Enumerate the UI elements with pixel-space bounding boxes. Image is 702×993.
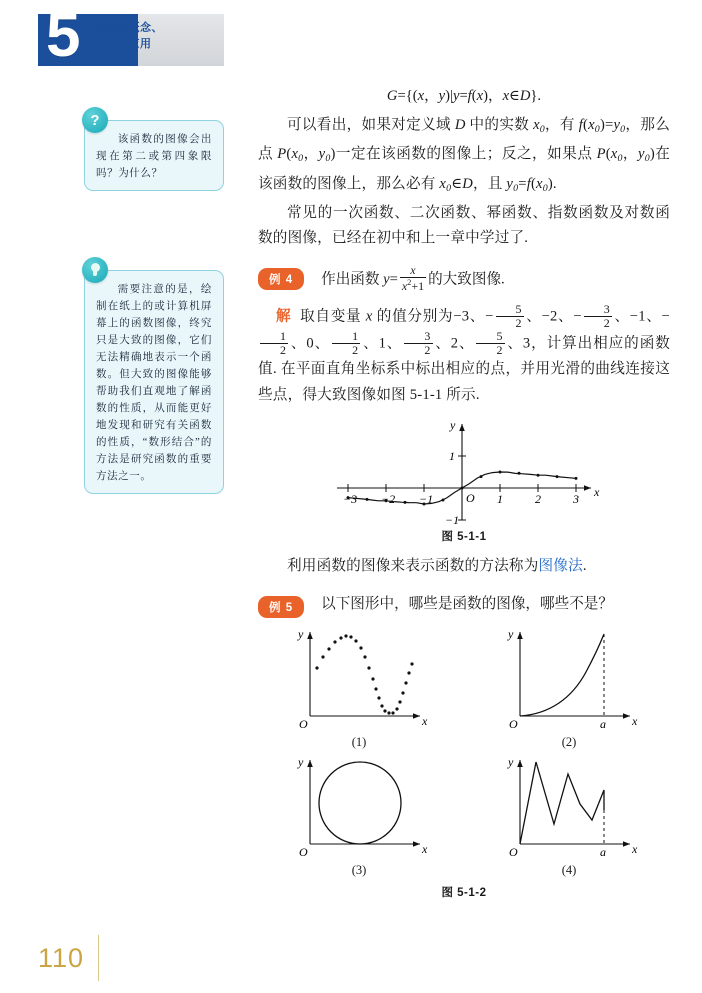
svg-text:x: x <box>422 841 428 856</box>
svg-text:O: O <box>509 716 518 731</box>
panel-4-graph <box>494 752 644 862</box>
example-4-tag: 例 4 <box>258 268 304 290</box>
example-5-row <box>258 592 670 618</box>
main-content-column <box>258 78 670 900</box>
svg-text:1: 1 <box>497 492 503 507</box>
panel-4-label: (4) <box>561 862 577 877</box>
solution-tag: 解 <box>276 308 292 325</box>
figure-5-1-2-caption: 图 5-1-2 <box>441 886 487 899</box>
figure-5-1-2-panel-3 <box>258 752 460 878</box>
panel-3-graph <box>284 752 434 862</box>
term-image-method: 图像法 <box>538 558 583 575</box>
svg-text:O: O <box>509 844 518 859</box>
svg-text:x: x <box>422 713 428 728</box>
svg-text:y: y <box>508 626 514 641</box>
figure-5-1-2-panel-4 <box>468 752 670 878</box>
fraction-5-2-a: $\frac{5}{2}$ <box>496 303 524 330</box>
example-4-row <box>258 264 670 293</box>
svg-text:−1: −1 <box>445 513 460 527</box>
svg-text:−3: −3 <box>343 492 358 507</box>
panel-3-label: (3) <box>351 862 367 877</box>
svg-text:x: x <box>632 841 638 856</box>
fraction-3-2-b: $\frac{3}{2}$ <box>404 330 432 357</box>
figure-5-1-2 <box>258 624 670 878</box>
svg-text:3: 3 <box>573 492 579 507</box>
chapter-title-line-1: 函数的概念、 <box>94 22 163 34</box>
example-4-text: 作出函数 y= $\frac{x}{x^2+1}$ 的大致图像. <box>321 262 505 293</box>
fraction-1-2-b: $\frac{1}{2}$ <box>332 330 360 357</box>
svg-text:−1: −1 <box>419 492 434 507</box>
fraction-5-2-b: $\frac{5}{2}$ <box>476 330 504 357</box>
sidebar-note-question <box>84 111 224 191</box>
fraction-3-2-a: $\frac{3}{2}$ <box>584 303 612 330</box>
example-5-text: 以下图形中，哪些是函数的图像，哪些不是？ <box>321 595 613 612</box>
figure-5-1-2-panel-1 <box>258 624 460 750</box>
svg-text:y: y <box>298 754 304 769</box>
chapter-number: 5 <box>46 1 79 70</box>
page-footer <box>0 929 702 993</box>
sidebar-note-question-text: 该函数的图像会出现在第二或第四象限吗？为什么？ <box>96 134 212 179</box>
fraction-x-over-x2plus1: $\frac{x}{x^2+1}$ <box>401 262 425 293</box>
svg-text:x: x <box>594 485 600 500</box>
svg-text:a: a <box>600 844 606 859</box>
display-equation: G={(x，y)|y=f(x)，x∈D}. <box>386 88 542 104</box>
fraction-1-2-a: $\frac{1}{2}$ <box>260 330 288 357</box>
svg-text:−2: −2 <box>381 492 396 507</box>
figure-5-1-1-caption: 图 5-1-1 <box>441 531 487 544</box>
svg-text:O: O <box>299 716 308 731</box>
svg-text:1: 1 <box>449 449 455 464</box>
svg-text:x: x <box>632 713 638 728</box>
footer-divider <box>98 935 99 981</box>
chapter-title <box>94 20 180 52</box>
lightbulb-icon <box>82 257 108 283</box>
solution-4-paragraph: 解 取自变量 x 的值分别为−3、− $\frac{5}{2}$ 、−2、− $\frac{3}{2}$ 、−1、− $\frac{1}{2}$ 、0、 $\frac{1}{2}$ 、1、 $\frac{3}{2}$ 、2、 $\frac{5}{2}$ 、3，计算出相应的函数值. 在平面直角坐标系中标出相应的点，并用光滑的曲线连接这些点，得大致图像如图 5-1-1 所示. <box>258 301 670 403</box>
question-mark-icon: ? <box>82 107 108 133</box>
svg-text:O: O <box>466 491 475 506</box>
svg-text:O: O <box>299 844 308 859</box>
paragraph-image-method: 利用函数的图像来表示函数的方法称为图像法. <box>287 558 587 575</box>
sidebar-note-tip <box>84 270 224 494</box>
panel-2-graph <box>494 624 644 734</box>
svg-text:2: 2 <box>535 492 541 507</box>
figure-5-1-2-panel-2 <box>468 624 670 750</box>
panel-2-label: (2) <box>561 734 577 749</box>
svg-text:y: y <box>298 626 304 641</box>
paragraph-2: 常见的一次函数、二次函数、幂函数、指数函数及对数函数的图像，已经在初中和上一章中学过了. <box>258 204 670 247</box>
sidebar-note-tip-text: 需要注意的是，绘制在纸上的或计算机屏幕上的函数图像，终究只是大致的图像，它们无法精确地表示一个函数。但大致的图像能够帮助我们直观地了解函数的性质，从而能更好地发现和研究有关函数的性质，“数形结合”的方法是研究函数的重要方法之一。 <box>96 284 212 482</box>
paragraph-1: 可以看出，如果对定义域 D 中的实数 $x_0$，有 $f(x_0)=y_0$，那么点 $P(x_0$，$y_0$)一定在该函数的图像上；反之，如果点 $P(x_0$，$y_0$)在该函数的图像上，那么必有 $x_0\in D$，且 $y_0=f(x_0)$. <box>258 117 670 194</box>
figure-5-1-1 <box>258 416 670 544</box>
figure-5-1-1-graph <box>319 416 609 526</box>
chapter-title-line-2: 性质及应用 <box>94 38 152 50</box>
page-number: 110 <box>38 943 85 973</box>
panel-1-label: (1) <box>351 734 367 749</box>
chapter-header <box>38 1 224 70</box>
example-5-tag: 例 5 <box>258 596 304 618</box>
svg-text:y: y <box>508 754 514 769</box>
svg-text:y: y <box>450 418 456 433</box>
panel-1-graph <box>284 624 434 734</box>
svg-text:a: a <box>600 716 606 731</box>
